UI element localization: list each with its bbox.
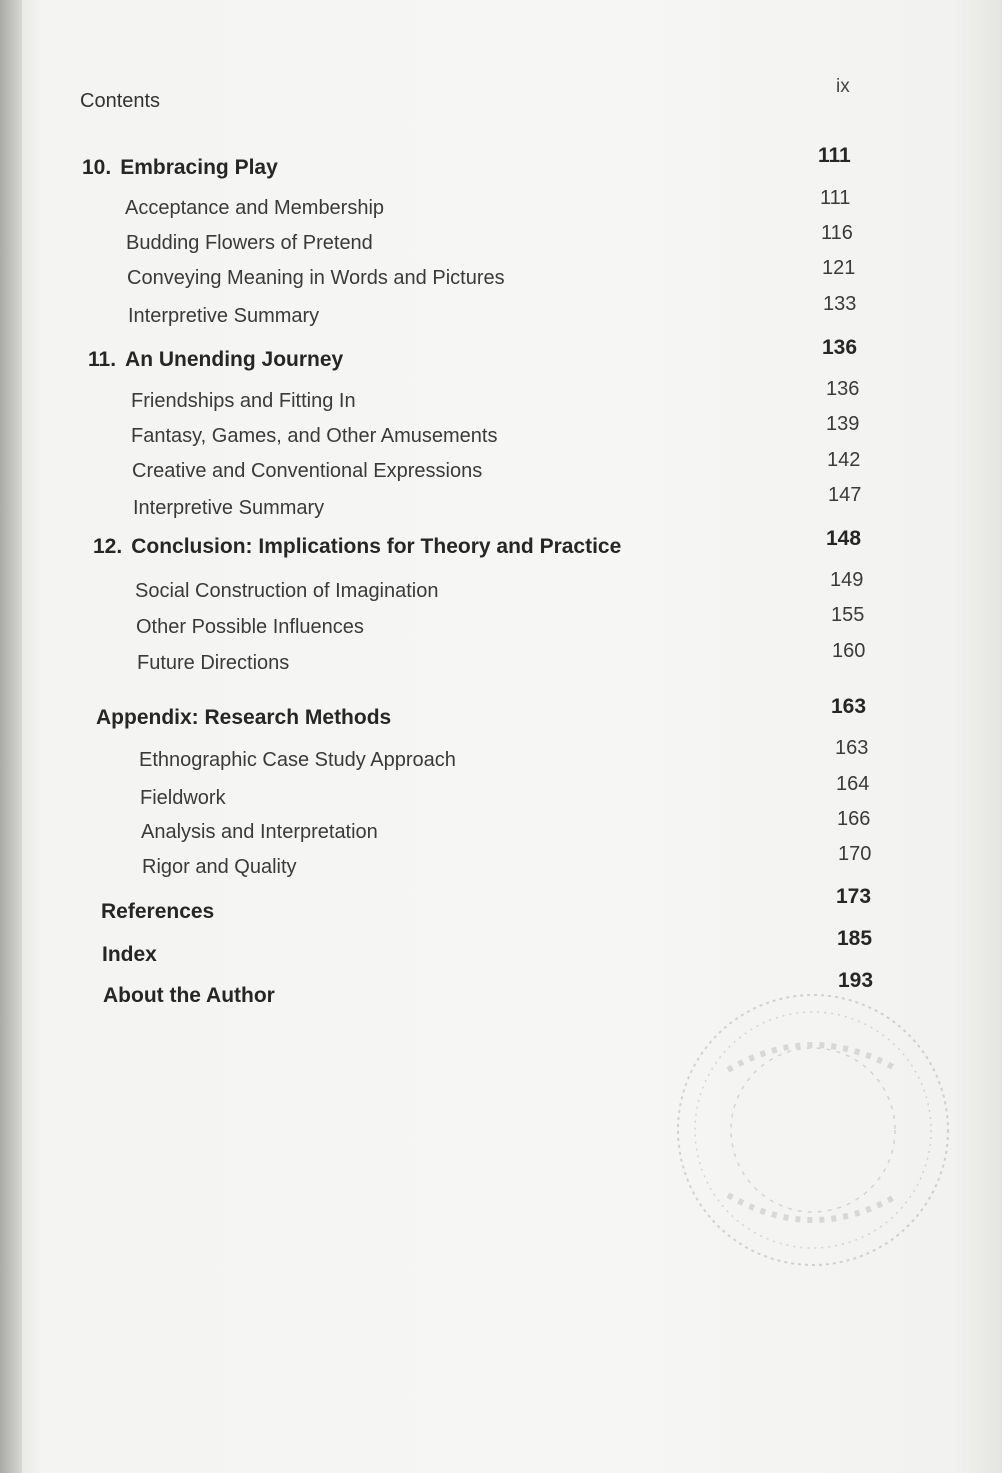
toc-section: Other Possible Influences (136, 616, 364, 638)
toc-chapter-12-page: 148 (826, 527, 862, 550)
running-head: Contents (80, 90, 161, 112)
toc-chapter-11-page: 136 (822, 336, 858, 359)
toc-chapter-10-page: 111 (818, 144, 851, 167)
chapter-title: Conclusion: Implications for Theory and Practice (131, 535, 622, 558)
toc-section: Interpretive Summary (128, 305, 320, 327)
toc-section-page: 136 (826, 378, 860, 400)
chapter-title: Embracing Play (120, 156, 278, 179)
toc-section-page: 139 (826, 413, 860, 435)
toc-section: Interpretive Summary (133, 497, 325, 519)
toc-index: Index (102, 943, 157, 966)
toc-section: Fantasy, Games, and Other Amusements (131, 425, 498, 447)
toc-section-page: 164 (836, 773, 870, 795)
toc-section-page: 149 (830, 569, 864, 591)
toc-section: Creative and Conventional Expressions (132, 460, 483, 482)
toc-section: Future Directions (137, 652, 290, 674)
toc-section: Acceptance and Membership (125, 197, 385, 219)
toc-section-page: 170 (838, 843, 872, 865)
toc-section: Friendships and Fitting In (131, 390, 356, 412)
toc-section: Analysis and Interpretation (141, 821, 378, 843)
toc-section-page: 160 (832, 640, 866, 662)
toc-index-page: 185 (837, 927, 873, 950)
toc-section-page: 121 (822, 257, 856, 279)
toc-section-page: 147 (828, 484, 862, 506)
toc-references: References (101, 900, 215, 923)
toc-section-page: 133 (823, 293, 857, 315)
page-number: ix (836, 76, 850, 97)
toc-section: Budding Flowers of Pretend (126, 232, 373, 254)
toc-chapter-10 (82, 156, 278, 180)
chapter-title: An Unending Journey (125, 348, 344, 371)
library-stamp-icon (668, 990, 958, 1270)
toc-about-author: About the Author (103, 984, 275, 1007)
toc-section: Rigor and Quality (142, 856, 297, 878)
chapter-number: 10. (82, 156, 112, 179)
toc-section-page: 111 (820, 187, 851, 209)
chapter-number: 12. (93, 535, 123, 558)
toc-section: Fieldwork (140, 787, 226, 809)
toc-section-page: 155 (831, 604, 865, 626)
toc-section-page: 116 (821, 222, 853, 244)
toc-section-page: 142 (827, 449, 861, 471)
toc-section-page: 163 (835, 737, 869, 759)
toc-chapter-11 (88, 348, 343, 372)
toc-section: Social Construction of Imagination (135, 580, 439, 602)
book-spine-shadow (0, 0, 22, 1473)
toc-appendix-page: 163 (831, 695, 867, 718)
toc-appendix: Appendix: Research Methods (96, 706, 392, 729)
toc-references-page: 173 (836, 885, 872, 908)
toc-about-author-page: 193 (838, 969, 874, 992)
toc-section: Conveying Meaning in Words and Pictures (127, 267, 505, 289)
toc-chapter-12 (93, 535, 621, 559)
toc-section-page: 166 (837, 808, 871, 830)
chapter-number: 11. (88, 348, 117, 371)
toc-section: Ethnographic Case Study Approach (139, 749, 456, 771)
